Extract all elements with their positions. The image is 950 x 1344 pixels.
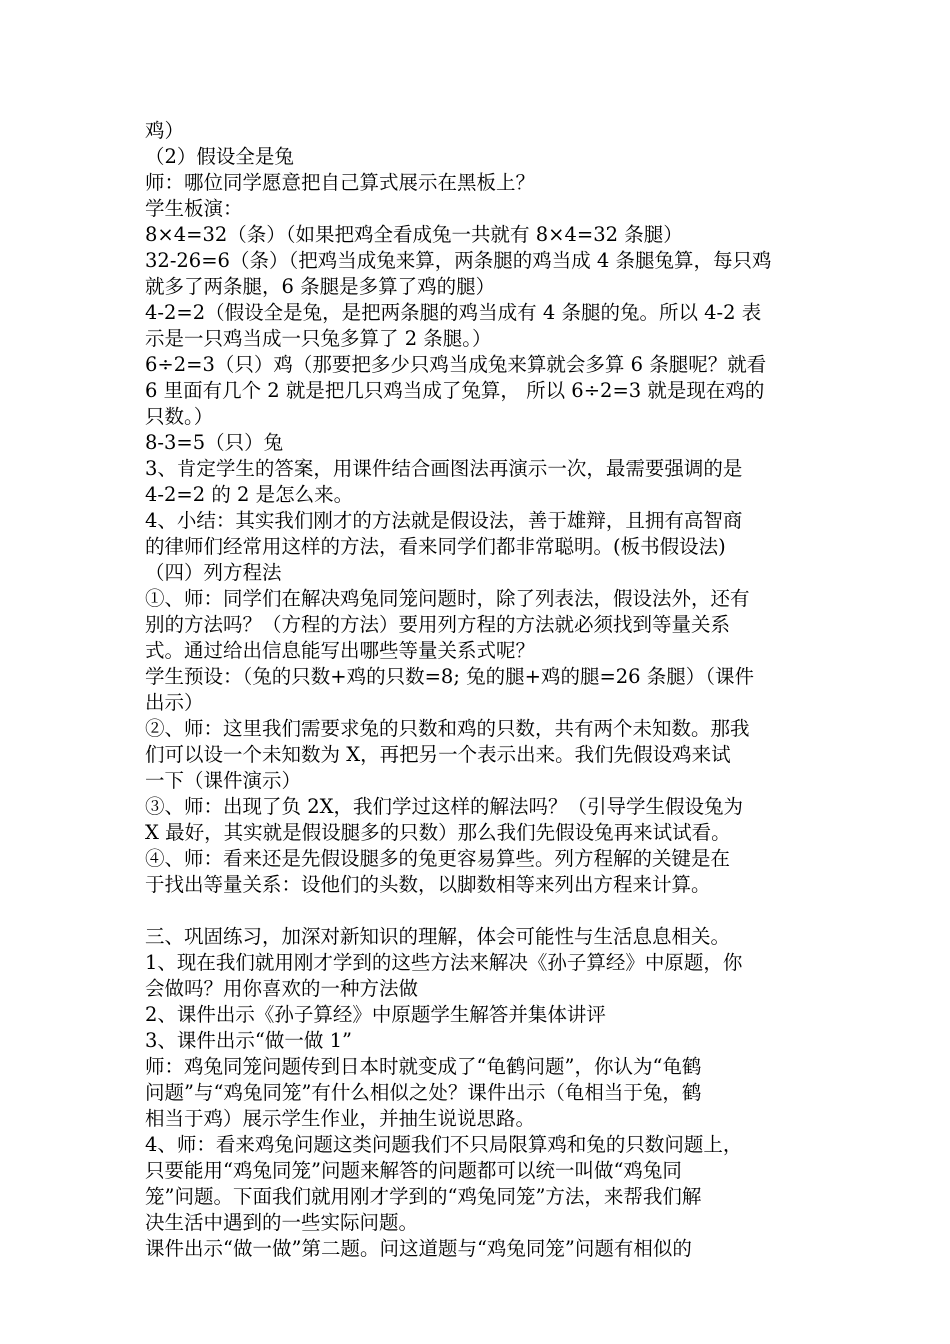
text-line: ③、师：出现了负 2X，我们学过这样的解法吗？（引导学生假设兔为: [145, 795, 743, 818]
text-line: 8-3=5（只）兔: [145, 431, 284, 454]
text-line: 4、师：看来鸡兔问题这类问题我们不只局限算鸡和兔的只数问题上，: [145, 1133, 743, 1156]
text-line: 出示）: [145, 691, 204, 714]
text-line: 问题”与“鸡兔同笼”有什么相似之处？课件出示（龟相当于兔，鹤: [145, 1081, 702, 1104]
text-line: 6÷2=3（只）鸡（那要把多少只鸡当成兔来算就会多算 6 条腿呢？就看: [145, 353, 767, 376]
text-line: 的律师们经常用这样的方法，看来同学们都非常聪明。(板书假设法): [145, 535, 726, 558]
text-line: 式。通过给出信息能写出哪些等量关系式呢？: [145, 639, 536, 662]
text-line: 4-2=2 的 2 是怎么来。: [145, 483, 354, 506]
text-line: 师：鸡兔同笼问题传到日本时就变成了“龟鹤问题”，你认为“龟鹤: [145, 1055, 702, 1078]
text-line: 学生预设：（兔的只数+鸡的只数=8; 兔的腿+鸡的腿=26 条腿）（课件: [145, 665, 755, 688]
section-heading: 三、巩固练习，加深对新知识的理解，体会可能性与生活息息相关。: [145, 925, 731, 948]
text-line: 8×4=32（条）（如果把鸡全看成兔一共就有 8×4=32 条腿）: [145, 223, 683, 246]
text-line: 3、课件出示“做一做 1”: [145, 1029, 352, 1052]
text-line: 笼”问题。下面我们就用刚才学到的“鸡兔同笼”方法，来帮我们解: [145, 1185, 702, 1208]
text-line: 于找出等量关系：设他们的头数，以脚数相等来列出方程来计算。: [145, 873, 711, 896]
text-line: 鸡）: [145, 119, 185, 142]
text-line: 就多了两条腿，6 条腿是多算了鸡的腿）: [145, 275, 496, 298]
text-line: 32-26=6（条）（把鸡当成兔来算，两条腿的鸡当成 4 条腿兔算，每只鸡: [145, 249, 772, 272]
text-line: 师：哪位同学愿意把自己算式展示在黑板上？: [145, 171, 536, 194]
text-line: 6 里面有几个 2 就是把几只鸡当成了兔算， 所以 6÷2=3 就是现在鸡的: [145, 379, 765, 402]
text-line: 别的方法吗？（方程的方法）要用列方程的方法就必须找到等量关系: [145, 613, 731, 636]
text-line: X 最好，其实就是假设腿多的只数）那么我们先假设兔再来试试看。: [145, 821, 731, 844]
text-line: 相当于鸡）展示学生作业，并抽生说说思路。: [145, 1107, 536, 1130]
text-line: ④、师：看来还是先假设腿多的兔更容易算些。列方程解的关键是在: [145, 847, 731, 870]
text-line: 只要能用“鸡兔同笼”问题来解答的问题都可以统一叫做“鸡兔同: [145, 1159, 682, 1182]
section-heading: （四）列方程法: [145, 561, 282, 584]
blank-line: [145, 898, 810, 924]
text-line: ①、师：同学们在解决鸡兔同笼问题时，除了列表法，假设法外，还有: [145, 587, 750, 610]
text-line: 4、小结：其实我们刚才的方法就是假设法，善于雄辩，且拥有高智商: [145, 509, 743, 532]
document-body: [145, 118, 810, 1262]
text-line: 1、现在我们就用刚才学到的这些方法来解决《孙子算经》中原题，你: [145, 951, 743, 974]
text-line: （2）假设全是兔: [145, 145, 294, 168]
text-line: 3、肯定学生的答案，用课件结合画图法再演示一次，最需要强调的是: [145, 457, 743, 480]
text-line: 2、课件出示《孙子算经》中原题学生解答并集体讲评: [145, 1003, 606, 1026]
text-line: 们可以设一个未知数为 X，再把另一个表示出来。我们先假设鸡来试: [145, 743, 731, 766]
text-line: 学生板演：: [145, 197, 243, 220]
text-line: 4-2=2（假设全是兔，是把两条腿的鸡当成有 4 条腿的兔。所以 4-2 表: [145, 301, 762, 324]
text-line: 会做吗？用你喜欢的一种方法做: [145, 977, 419, 1000]
text-line: 只数。）: [145, 405, 214, 428]
text-line: 课件出示“做一做”第二题。问这道题与“鸡兔同笼”问题有相似的: [145, 1237, 692, 1260]
text-line: 一下（课件演示）: [145, 769, 302, 792]
text-line: 决生活中遇到的一些实际问题。: [145, 1211, 419, 1234]
text-line: ②、师：这里我们需要求兔的只数和鸡的只数，共有两个未知数。那我: [145, 717, 750, 740]
text-line: 示是一只鸡当成一只兔多算了 2 条腿。）: [145, 327, 492, 350]
